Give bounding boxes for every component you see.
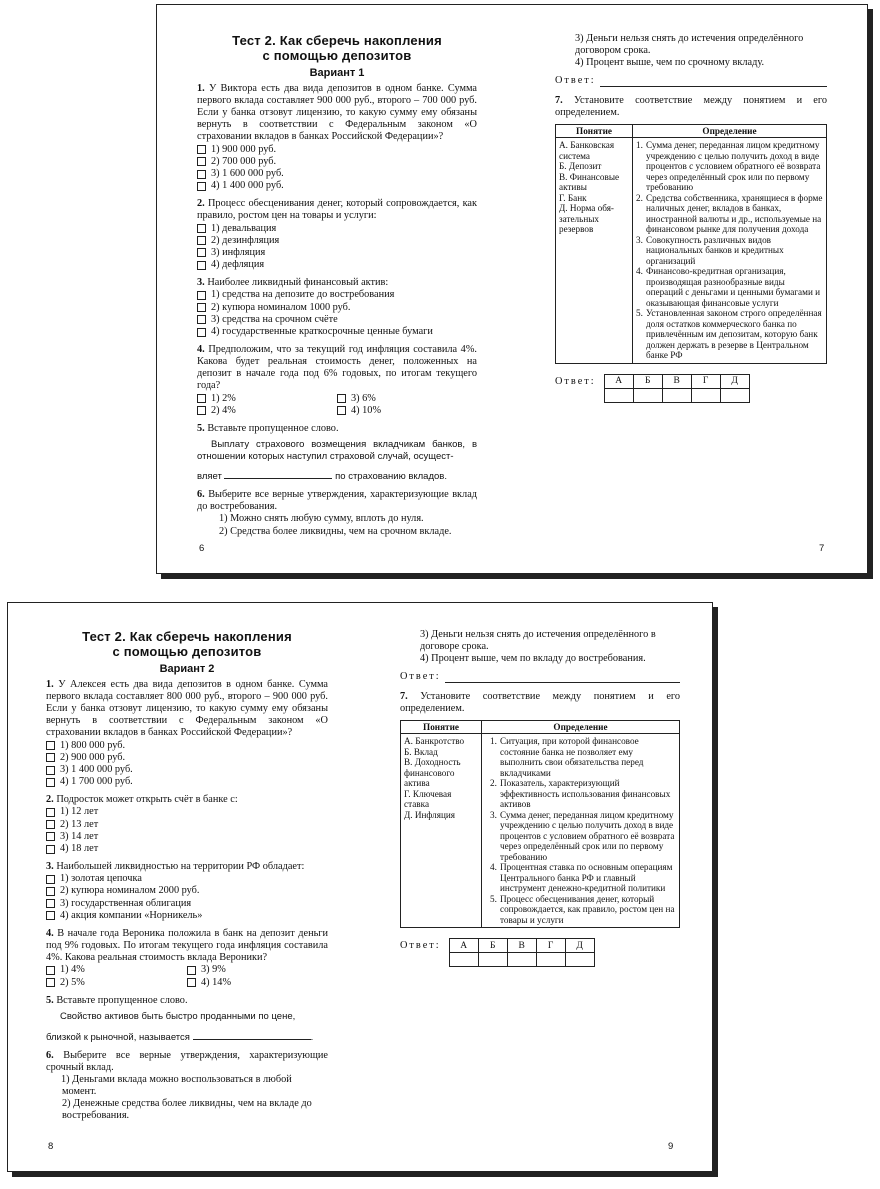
answer-grid-q7: Ответ: А Б В Г Д [555, 374, 827, 403]
option-3: 3) 9% [187, 964, 328, 976]
option-4: 4) 1 700 000 руб. [46, 776, 328, 788]
question-number: 2. [46, 794, 54, 806]
checkbox[interactable] [187, 966, 196, 975]
question-text: Выберите все верные утверждения, характеризующие срочный вклад. [46, 1049, 328, 1074]
option-4: 4) 14% [187, 976, 328, 988]
right-page [400, 629, 680, 967]
checkbox[interactable] [46, 845, 55, 854]
question-text: Установите соответствие между понятием и его определением. [400, 691, 680, 715]
question-5 [197, 423, 477, 483]
question-6 [46, 1050, 328, 1123]
option-2: 2) 900 000 руб. [46, 752, 328, 764]
option-1: 1) 900 000 руб. [197, 144, 477, 156]
page-number: 8 [48, 1141, 54, 1152]
answer-field[interactable] [600, 76, 827, 87]
checkbox[interactable] [197, 145, 206, 154]
title-line-1: Тест 2. Как сберечь накопления [82, 629, 292, 644]
option-4: 4) дефляция [197, 259, 477, 271]
question-number: 1. [197, 83, 205, 95]
definition-list: 1. Ситуация, при которой финансовое состояние банка не позволяет ему выполнить свои обязательства перед вкладчиками 2. Показатель, характеризующий эффективность использования финансовых активов 3. Сумма денег, переданная лицом кредитному учреждению с целью получить доход в виде процентов с условием обратного её возврата через определённый срок или по первому требованию 4. Процентная ставка по основным операциям Центрального банка РФ и главный инструмент денежно-кредитной политики 5. Процесс обесценивания денег, который сопровождается, как правило, ростом цен на товары и услуги [482, 734, 680, 928]
question-6 [197, 489, 477, 537]
statement-3: 3) Деньги нельзя снять до истечения определённого в договоре срока. [420, 629, 656, 653]
question-number: 2. [197, 198, 205, 210]
option-1: 1) 4% [46, 964, 187, 976]
question-text: Вставьте пропущенное слово. [56, 994, 188, 1006]
answer-letter: Г [536, 939, 565, 953]
option-4: 4) 10% [337, 405, 477, 417]
fill-in-line: близкой к рыночной, называется . [46, 1031, 314, 1043]
checkbox[interactable] [46, 832, 55, 841]
checkbox[interactable] [46, 875, 55, 884]
option-1: 1) девальвация [197, 223, 477, 235]
question-4 [197, 344, 477, 417]
checkbox[interactable] [187, 978, 196, 987]
question-number: 3. [46, 861, 54, 873]
answer-cell[interactable] [720, 388, 749, 402]
variant-heading: Вариант 2 [159, 663, 215, 675]
question-text: Процесс обесценивания денег, который сопровождается, как правило, ростом цен на товары и услуги: [197, 198, 478, 222]
option-1: 1) золотая цепочка [46, 873, 328, 885]
question-number: 4. [46, 928, 54, 939]
option-3: 3) 1 600 000 руб. [197, 168, 477, 180]
answer-line-q6: Ответ: [400, 671, 680, 683]
checkbox[interactable] [197, 182, 206, 191]
statement-4: 4) Процент выше, чем по вкладу до востребования. [420, 653, 646, 665]
option-4: 4) 18 лет [46, 843, 328, 855]
question-3 [46, 861, 328, 922]
checkbox[interactable] [46, 753, 55, 762]
answer-letter: Г [691, 374, 720, 388]
question-text: Наибольшей ликвидностью на территории РФ обладает: [56, 861, 305, 873]
option-4: 4) 1 400 000 руб. [197, 180, 477, 192]
question-number: 5. [46, 994, 54, 1006]
checkbox[interactable] [197, 224, 206, 233]
answer-field[interactable] [445, 672, 680, 683]
checkbox[interactable] [46, 887, 55, 896]
checkbox[interactable] [197, 170, 206, 179]
question-text: Выберите все верные утверждения, характеризующие вклад до востребования. [197, 489, 478, 513]
question-text: В начале года Вероника положила в банк на депозит деньги под 9% годовых. По итогам текущего года инфляция составила 4%. Какова реальная стоимость вклада Вероники? [46, 928, 329, 964]
option-1: 1) 800 000 руб. [46, 740, 328, 752]
question-3 [197, 277, 477, 338]
definition-1: Ситуация, при которой финансовое состояние банка не позволяет ему выполнить свои обязательства перед вкладчиками [500, 736, 644, 778]
answer-cell[interactable] [536, 953, 565, 967]
answer-cell[interactable] [478, 953, 507, 967]
statement-2: 2) Средства более ликвидны, чем на срочном вкладе. [219, 525, 452, 537]
option-2: 2) 5% [46, 976, 187, 988]
matching-table [555, 124, 827, 364]
concept-list: А. Банковская система Б. Депозит В. Финансовые активы Г. Банк Д. Норма обя- зательных резервов [556, 138, 633, 364]
question-text: Подросток может открыть счёт в банке с: [56, 794, 238, 806]
checkbox[interactable] [46, 778, 55, 787]
statement-2: 2) Денежные средства более ликвидны, чем на вкладе до востребования. [62, 1098, 312, 1122]
checkbox[interactable] [197, 303, 206, 312]
checkbox[interactable] [197, 157, 206, 166]
statement-3: 3) Деньги нельзя снять до истечения определённого договором срока. [575, 33, 804, 57]
column-header-definition: Определение [633, 124, 827, 138]
definition-4: Финансово-кредитная организация, производящая разнообразные виды операций с деньгами и ценными бумагами и оказывающая финансовые услуги [646, 266, 821, 308]
test-title [197, 33, 477, 63]
question-number: 5. [197, 422, 205, 434]
answer-cell[interactable] [633, 388, 662, 402]
answer-cell[interactable] [565, 953, 594, 967]
checkbox[interactable] [46, 899, 55, 908]
column-header-concept: Понятие [401, 720, 482, 734]
page-number: 9 [668, 1141, 674, 1152]
definition-3: Сумма денег, переданная лицом кредитному учреждению с целью получить доход в виде процентов с условием обратного её возврата через определённый срок или по первому требованию [500, 809, 675, 862]
answer-letter: А [604, 374, 633, 388]
checkbox[interactable] [337, 394, 346, 403]
page-number: 6 [199, 543, 205, 554]
answer-cell[interactable] [507, 953, 536, 967]
checkbox[interactable] [197, 315, 206, 324]
checkbox[interactable] [197, 236, 206, 245]
option-2: 2) дезинфляция [197, 235, 477, 247]
matching-table [400, 720, 680, 929]
option-1: 1) средства на депозите до востребования [197, 289, 477, 301]
checkbox[interactable] [197, 406, 206, 415]
answer-grid-q7: Ответ: А Б В Г Д [400, 938, 680, 967]
option-3: 3) инфляция [197, 247, 477, 259]
question-7 [400, 691, 680, 928]
checkbox[interactable] [197, 291, 206, 300]
answer-blank[interactable] [224, 469, 332, 479]
option-2: 2) 700 000 руб. [197, 156, 477, 168]
answer-cell[interactable] [604, 388, 633, 402]
option-4: 4) государственные краткосрочные ценные бумаги [197, 326, 477, 338]
definition-5: Установленная законом строго определённая доля остатков коммерческого банка по привлечённым им депозитам, которую банк должен держать в резерве в Центральном банке РФ [646, 308, 822, 361]
checkbox[interactable] [197, 394, 206, 403]
question-2 [46, 794, 328, 855]
answer-cell[interactable] [449, 953, 478, 967]
question-number: 4. [197, 344, 205, 356]
checkbox[interactable] [46, 911, 55, 920]
question-text: Наиболее ликвидный финансовый актив: [207, 277, 389, 289]
title-line-2: с помощью депозитов [112, 644, 262, 659]
definition-3: Совокупность различных видов национальных банков и кредитных организаций [646, 234, 784, 266]
answer-cell[interactable] [691, 388, 720, 402]
question-1 [197, 83, 477, 192]
answer-blank[interactable] [193, 1030, 311, 1040]
checkbox[interactable] [197, 261, 206, 270]
concept-list: А. Банкротство Б. Вклад В. Доходность финансового актива Г. Ключевая ставка Д. Инфляция [401, 734, 482, 928]
option-3: 3) 1 400 000 руб. [46, 764, 328, 776]
question-text: Предположим, что за текущий год инфляция составила 4%. Какова будет реальная стоимость денег, положенных на депозит в начале года под 6% годовых, по итогам текущего года? [197, 344, 477, 392]
answer-grid-table [604, 374, 750, 403]
question-7 [555, 95, 827, 363]
definition-4: Процентная ставка по основным операциям Центрального банка РФ и главный инструмент денежно-кредитной политики [500, 862, 673, 894]
page-number: 7 [819, 543, 825, 554]
definition-5: Процесс обесценивания денег, который сопровождается, как правило, ростом цен на товары и услуги [500, 893, 675, 925]
column-header-concept: Понятие [556, 124, 633, 138]
question-number: 6. [197, 489, 205, 501]
answer-letter: Д [720, 374, 749, 388]
definition-1: Сумма денег, переданная лицом кредитному учреждению с целью получить доход в виде процентов с условием обратного её возврата через определённый срок или по первому требованию [646, 140, 821, 193]
option-4: 4) акция компании «Норникель» [46, 910, 328, 922]
title-line-2: с помощью депозитов [262, 48, 412, 63]
statement-4: 4) Процент выше, чем по срочному вкладу. [575, 57, 765, 69]
question-text: Вставьте пропущенное слово. [207, 422, 339, 434]
question-number: 3. [197, 277, 205, 289]
checkbox[interactable] [46, 966, 55, 975]
option-2: 2) купюра номиналом 2000 руб. [46, 885, 328, 897]
workbook-spread-variant-1 [156, 4, 868, 574]
definition-2: Средства собственника, хранящиеся в форме наличных денег, вкладов в банках, иностранной валюты и др., используемые на финансовом рынке для получения дохода [646, 192, 823, 235]
answer-letter: В [507, 939, 536, 953]
option-2: 2) купюра номиналом 1000 руб. [197, 302, 477, 314]
question-2 [197, 198, 477, 271]
question-number: 1. [46, 679, 54, 691]
checkbox[interactable] [46, 808, 55, 817]
checkbox[interactable] [46, 978, 55, 987]
definition-list: 1. Сумма денег, переданная лицом кредитному учреждению с целью получить доход в виде процентов с условием обратного её возврата через определённый срок или по первому требованию 2. Средства собственника, хранящиеся в форме наличных денег, вкладов в банках, иностранной валюты и др., используемые на финансовом рынке для получения дохода 3. Совокупность различных видов национальных банков и кредитных организаций 4. Финансово-кредитная организация, производящая разнообразные виды операций с деньгами и ценными бумагами и оказывающая финансовые услуги 5. Установленная законом строго определённая доля остатков коммерческого банка по привлечённым им депозитам, которую банк должен держать в резерве в Центральном банке РФ [633, 138, 827, 364]
fill-in-line: вляет по страхованию вкладов. [197, 471, 447, 483]
fill-in-sentence: Выплату страхового возмещения вкладчикам банков, в отношении которых наступил страховой случай, осущест- [197, 438, 477, 463]
option-2: 2) 13 лет [46, 819, 328, 831]
question-number: 7. [400, 691, 408, 703]
right-page [555, 33, 827, 403]
option-3: 3) 14 лет [46, 831, 328, 843]
question-text: Установите соответствие между понятием и его определением. [555, 95, 827, 119]
checkbox[interactable] [46, 766, 55, 775]
option-1: 1) 2% [197, 392, 337, 404]
checkbox[interactable] [46, 741, 55, 750]
option-3: 3) государственная облигация [46, 898, 328, 910]
definition-2: Показатель, характеризующий эффективность использования финансовых активов [500, 778, 671, 810]
answer-cell[interactable] [662, 388, 691, 402]
question-text: У Виктора есть два вида депозитов в одном банке. Сумма первого вклада составляет 900 000 руб., второго – 700 000 руб. Если у банка отзовут лицензию, то какую сумму ему обязаны вернуть в соответствии с Федеральным законом «О страховании вкладов в банках Российской Федерации»? [197, 83, 477, 143]
checkbox[interactable] [197, 248, 206, 257]
checkbox[interactable] [337, 406, 346, 415]
answer-letter: В [662, 374, 691, 388]
answer-letter: Б [633, 374, 662, 388]
statement-1: 1) Деньгами вклада можно воспользоваться в любой момент. [61, 1074, 292, 1098]
statement-1: 1) Можно снять любую сумму, вплоть до нуля. [219, 513, 424, 525]
question-number: 7. [555, 95, 563, 107]
column-header-definition: Определение [482, 720, 680, 734]
option-1: 1) 12 лет [46, 806, 328, 818]
checkbox[interactable] [197, 328, 206, 337]
answer-letter: Б [478, 939, 507, 953]
left-page [46, 629, 328, 1129]
question-4 [46, 928, 328, 989]
option-3: 3) 6% [337, 392, 477, 404]
workbook-spread-variant-2 [7, 602, 713, 1172]
answer-letter: А [449, 939, 478, 953]
test-title [46, 629, 328, 659]
question-5 [46, 995, 328, 1044]
question-1 [46, 679, 328, 788]
checkbox[interactable] [46, 820, 55, 829]
answer-grid-table [449, 938, 595, 967]
variant-heading: Вариант 1 [309, 67, 365, 79]
answer-line-q6: Ответ: [555, 75, 827, 87]
question-text: У Алексея есть два вида депозитов в одном банке. Сумма первого вклада составляет 800 000 руб., второго – 900 000 руб. Если у банка отзовут лицензию, то какую сумму ему обязаны вернуть в соответствии с Федеральным законом «О страховании вкладов в банках Российской Федерации»? [46, 679, 328, 739]
title-line-1: Тест 2. Как сберечь накопления [232, 33, 442, 48]
option-3: 3) средства на срочном счёте [197, 314, 477, 326]
question-number: 6. [46, 1049, 54, 1061]
left-page [197, 33, 477, 544]
fill-in-sentence: Свойство активов быть быстро проданными по цене, [60, 1010, 296, 1022]
answer-letter: Д [565, 939, 594, 953]
option-2: 2) 4% [197, 405, 337, 417]
